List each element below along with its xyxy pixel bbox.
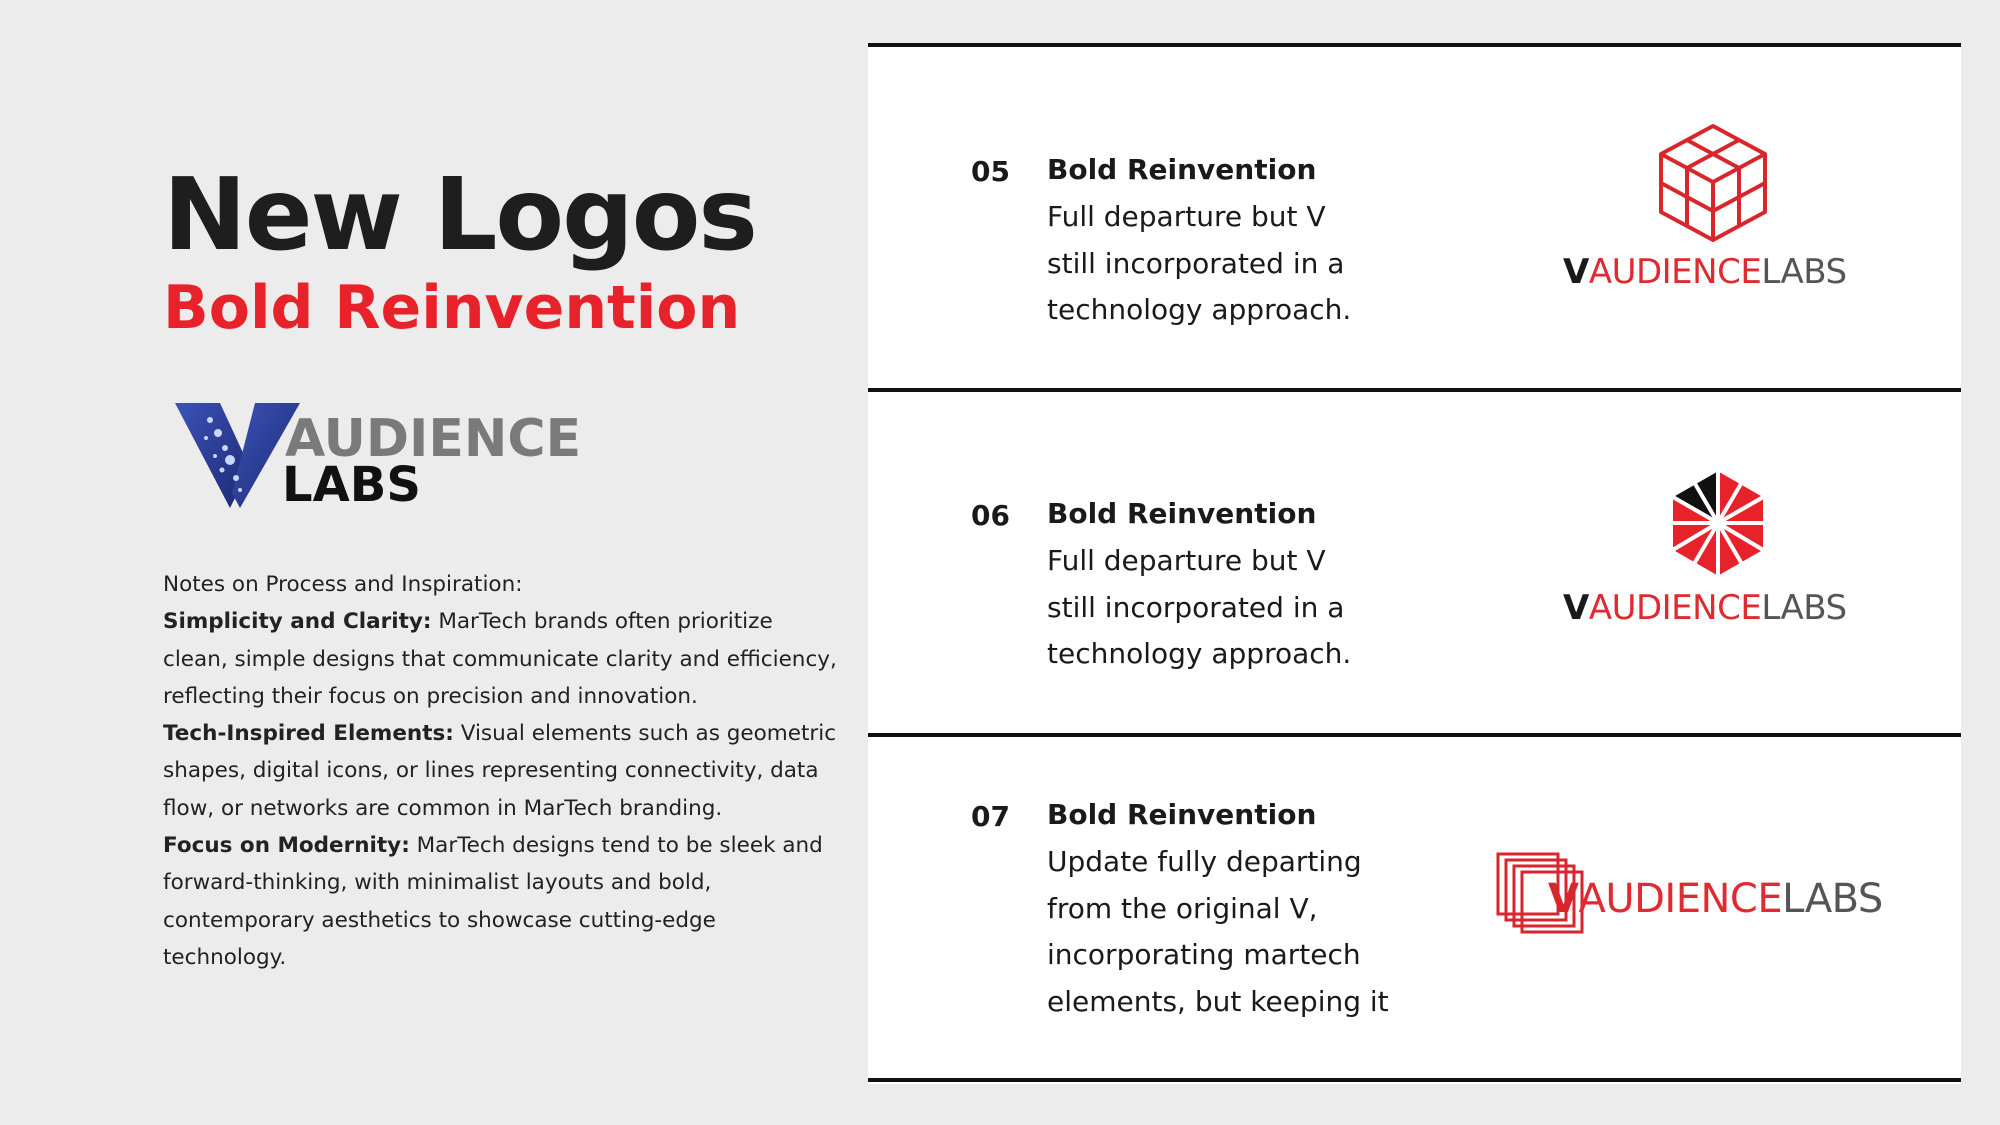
wordmark-labs: LABS — [1761, 588, 1847, 628]
option-description — [1047, 792, 1447, 1026]
process-notes — [163, 566, 843, 976]
hexagon-mark-icon — [1663, 466, 1773, 581]
wordmark-audience: AUDIENCE — [1578, 876, 1783, 922]
logo-option-07 — [868, 732, 1961, 1080]
option-heading: Bold Reinvention — [1047, 153, 1317, 186]
logo-option-06 — [868, 388, 1961, 728]
divider — [868, 733, 1961, 737]
option-line: still incorporated in a — [1047, 246, 1345, 280]
option-line: technology approach. — [1047, 293, 1352, 327]
option-line: technology approach. — [1047, 637, 1352, 671]
notes-point — [163, 715, 843, 827]
divider — [868, 388, 1961, 392]
wordmark-audience: AUDIENCE — [1588, 252, 1762, 292]
cube-mark-icon — [1655, 122, 1771, 244]
logo-option-05 — [868, 44, 1961, 384]
wordmark-v: V — [1548, 876, 1579, 922]
option-line: Full departure but V — [1047, 543, 1326, 577]
wordmark — [1548, 876, 1883, 922]
original-logo — [170, 398, 590, 513]
logo-options-panel — [868, 44, 1961, 1084]
logo-concept-06 — [1563, 466, 1893, 686]
notes-point — [163, 827, 843, 976]
option-line: Update fully departing — [1047, 844, 1362, 878]
original-logo-audience: AUDIENCE — [285, 409, 582, 469]
option-line: elements, but keeping it — [1047, 985, 1389, 1019]
option-description — [1047, 491, 1447, 678]
wordmark-audience: AUDIENCE — [1588, 588, 1762, 628]
notes-intro: Notes on Process and Inspiration: — [163, 572, 523, 597]
logo-concept-07 — [1496, 850, 1916, 950]
notes-point-text: MarTech designs tend to be sleek and forward-thinking, with minimalist layouts and bold, contemporary aesthetics to showcase cutting-edge technology. — [163, 833, 823, 970]
wordmark-labs: LABS — [1761, 252, 1847, 292]
option-description — [1047, 147, 1447, 334]
option-heading: Bold Reinvention — [1047, 497, 1317, 530]
option-line: Full departure but V — [1047, 199, 1326, 233]
page-title: New Logos — [163, 156, 756, 273]
option-number: 07 — [971, 800, 1010, 833]
wordmark-v: V — [1563, 588, 1589, 628]
wordmark — [1563, 588, 1847, 628]
notes-point-label: Focus on Modernity: — [163, 833, 410, 859]
option-line: still incorporated in a — [1047, 590, 1345, 624]
option-heading: Bold Reinvention — [1047, 798, 1317, 831]
option-number: 06 — [971, 499, 1010, 532]
notes-point-text: MarTech brands often prioritize clean, simple designs that communicate clarity and efficiency, reflecting their focus on precision and innovation. — [163, 609, 837, 709]
notes-point-label: Simplicity and Clarity: — [163, 609, 432, 635]
notes-point — [163, 603, 843, 715]
logo-concept-05 — [1563, 122, 1893, 342]
option-number: 05 — [971, 155, 1010, 188]
wordmark-labs: LABS — [1782, 876, 1883, 922]
wordmark — [1563, 252, 1847, 292]
notes-point-label: Tech-Inspired Elements: — [163, 721, 454, 747]
option-line: incorporating martech — [1047, 938, 1361, 972]
wordmark-v: V — [1563, 252, 1589, 292]
page-subtitle: Bold Reinvention — [163, 273, 741, 343]
divider — [868, 43, 1961, 47]
option-line: from the original V, — [1047, 891, 1318, 925]
notes-point-text: Visual elements such as geometric shapes, digital icons, or lines representing connectivity, data flow, or networks are common in MarTech branding. — [163, 721, 837, 821]
original-logo-labs: LABS — [282, 457, 421, 513]
divider — [868, 1078, 1961, 1082]
